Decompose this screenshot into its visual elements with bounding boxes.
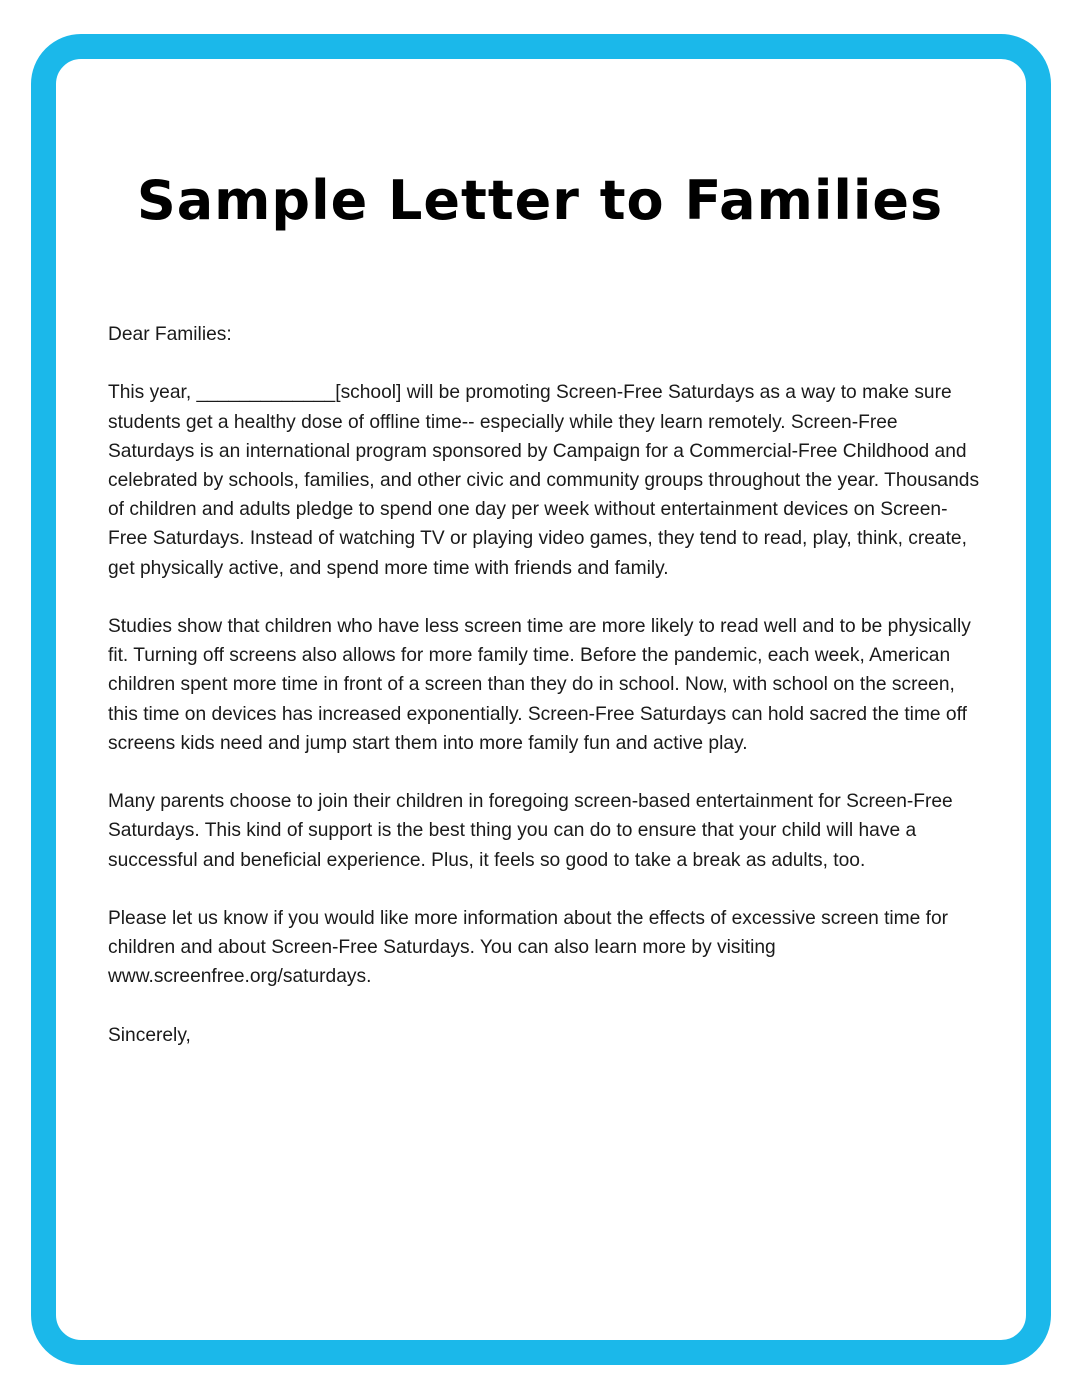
paragraph-intro: This year, _____________[school] will be promoting Screen-Free Saturdays as a way to make sure students get a healthy dose of offline time-- especially while they learn remotely. Screen-Free Saturdays is an international program sponsored by Campaign for a Commercial-Free Childhood and celebrated by schools, families, and other civic and community groups throughout the year. Thousands of children and adults pledge to spend one day per week without entertainment devices on Screen-Free Saturdays. Instead of watching TV or playing video games, they tend to read, play, think, create, get physically active, and spend more time with friends and family.	[108, 382, 980, 579]
page-title: Sample Letter to Families	[136, 169, 944, 232]
paragraph-studies: Studies show that children who have less screen time are more likely to read well and to be physically fit. Turning off screens also allows for more family time. Before the pandemic, each week, American children spent more time in front of a screen than they do in school. Now, with school on the screen, this time on devices has increased exponentially. Screen-Free Saturdays can hold sacred the time off screens kids need and jump start them into more family fun and active play.	[108, 616, 971, 754]
paragraph-more-info: Please let us know if you would like more information about the effects of excessive screen time for children and about Screen-Free Saturdays. You can also learn more by visiting www.screenfree.org/saturdays.	[108, 908, 949, 988]
paragraph-parents: Many parents choose to join their children in foregoing screen-based entertainment for Screen-Free Saturdays. This kind of support is the best thing you can do to ensure that your child will have a successful and beneficial experience. Plus, it feels so good to take a break as adults, too.	[108, 791, 953, 871]
salutation: Dear Families:	[108, 324, 232, 345]
letter-body	[108, 320, 980, 1079]
closing: Sincerely,	[108, 1024, 191, 1046]
